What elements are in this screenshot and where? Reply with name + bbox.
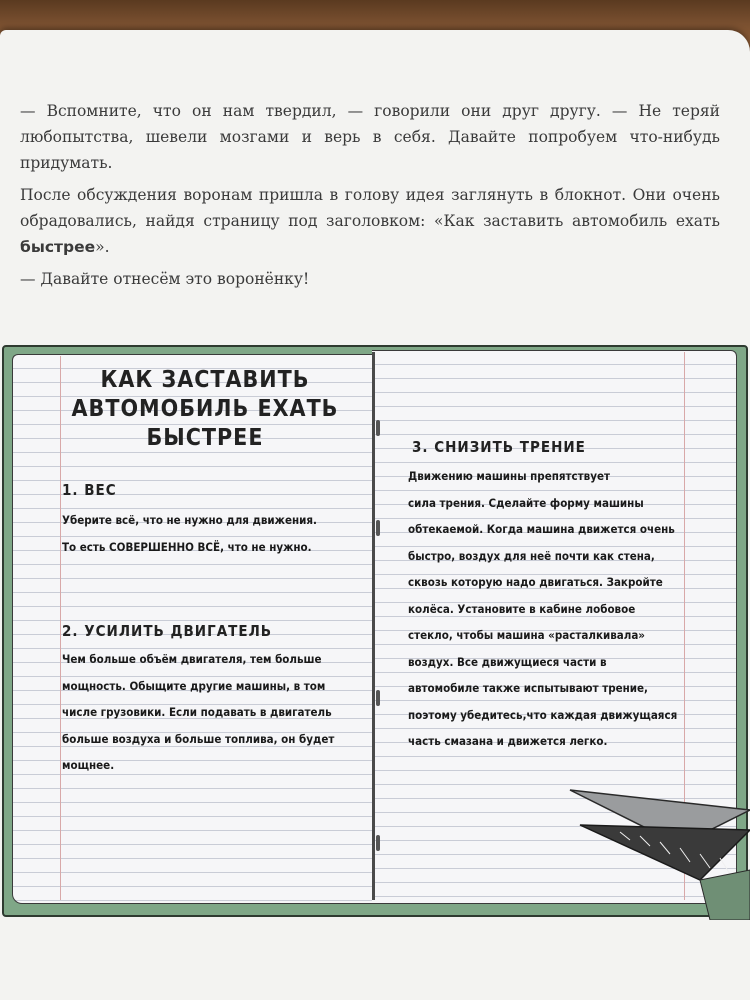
bold-word: быстрее [20, 238, 96, 256]
spine-stitch [376, 420, 380, 436]
scissors-icon [560, 770, 750, 920]
paragraph-3: — Давайте отнесём это воронёнку! [20, 270, 310, 288]
spine-stitch [376, 835, 380, 851]
section-2-heading: 2. УСИЛИТЬ ДВИГАТЕЛЬ [62, 622, 273, 640]
section-2-text: Чем больше объём двигателя, тем больше мощность. Обыщите другие машины, в том числе грузовики. Если подавать в двигатель больше воздуха и больше топлива, он будет мощнее. [62, 652, 335, 772]
section-3-text: Движению машины препятствует сила трения. Сделайте форму машины обтекаемой. Когда машина движется очень быстро, воздух для неё почти как стена, сквозь которую надо двигаться. Закройте колёса. Установите в кабине лобовое стекло, чтобы машина «расталкивала» воздух. Все движущиеся части в автомобиле также испытывают трение, поэтому убедитесь,что каждая движущаяся часть смазана и движется легко. [408, 469, 678, 748]
story-text [20, 98, 720, 298]
notebook-spine [372, 352, 375, 900]
section-1-text: Уберите всё, что не нужно для движения. То есть СОВЕРШЕННО ВСЁ, что не нужно. [62, 513, 317, 554]
spine-stitch [376, 690, 380, 706]
paragraph-1: — Вспомните, что он нам твердил, — говорили они друг другу. — Не теряй любопытства, шевели мозгами и верь в себя. Давайте попробуем что-нибудь придумать. [20, 102, 720, 172]
section-3-heading: 3. СНИЗИТЬ ТРЕНИЕ [412, 438, 586, 456]
notebook-title: КАК ЗАСТАВИТЬ АВТОМОБИЛЬ ЕХАТЬ БЫСТРЕЕ [71, 367, 339, 451]
left-margin-line [60, 356, 61, 900]
paragraph-2: После обсуждения воронам пришла в голову идея заглянуть в блокнот. Они очень обрадовались, найдя страницу под заголовком: «Как заставить автомобиль ехать быстрее». [20, 186, 720, 256]
section-1-heading: 1. ВЕС [62, 481, 117, 499]
spine-stitch [376, 520, 380, 536]
